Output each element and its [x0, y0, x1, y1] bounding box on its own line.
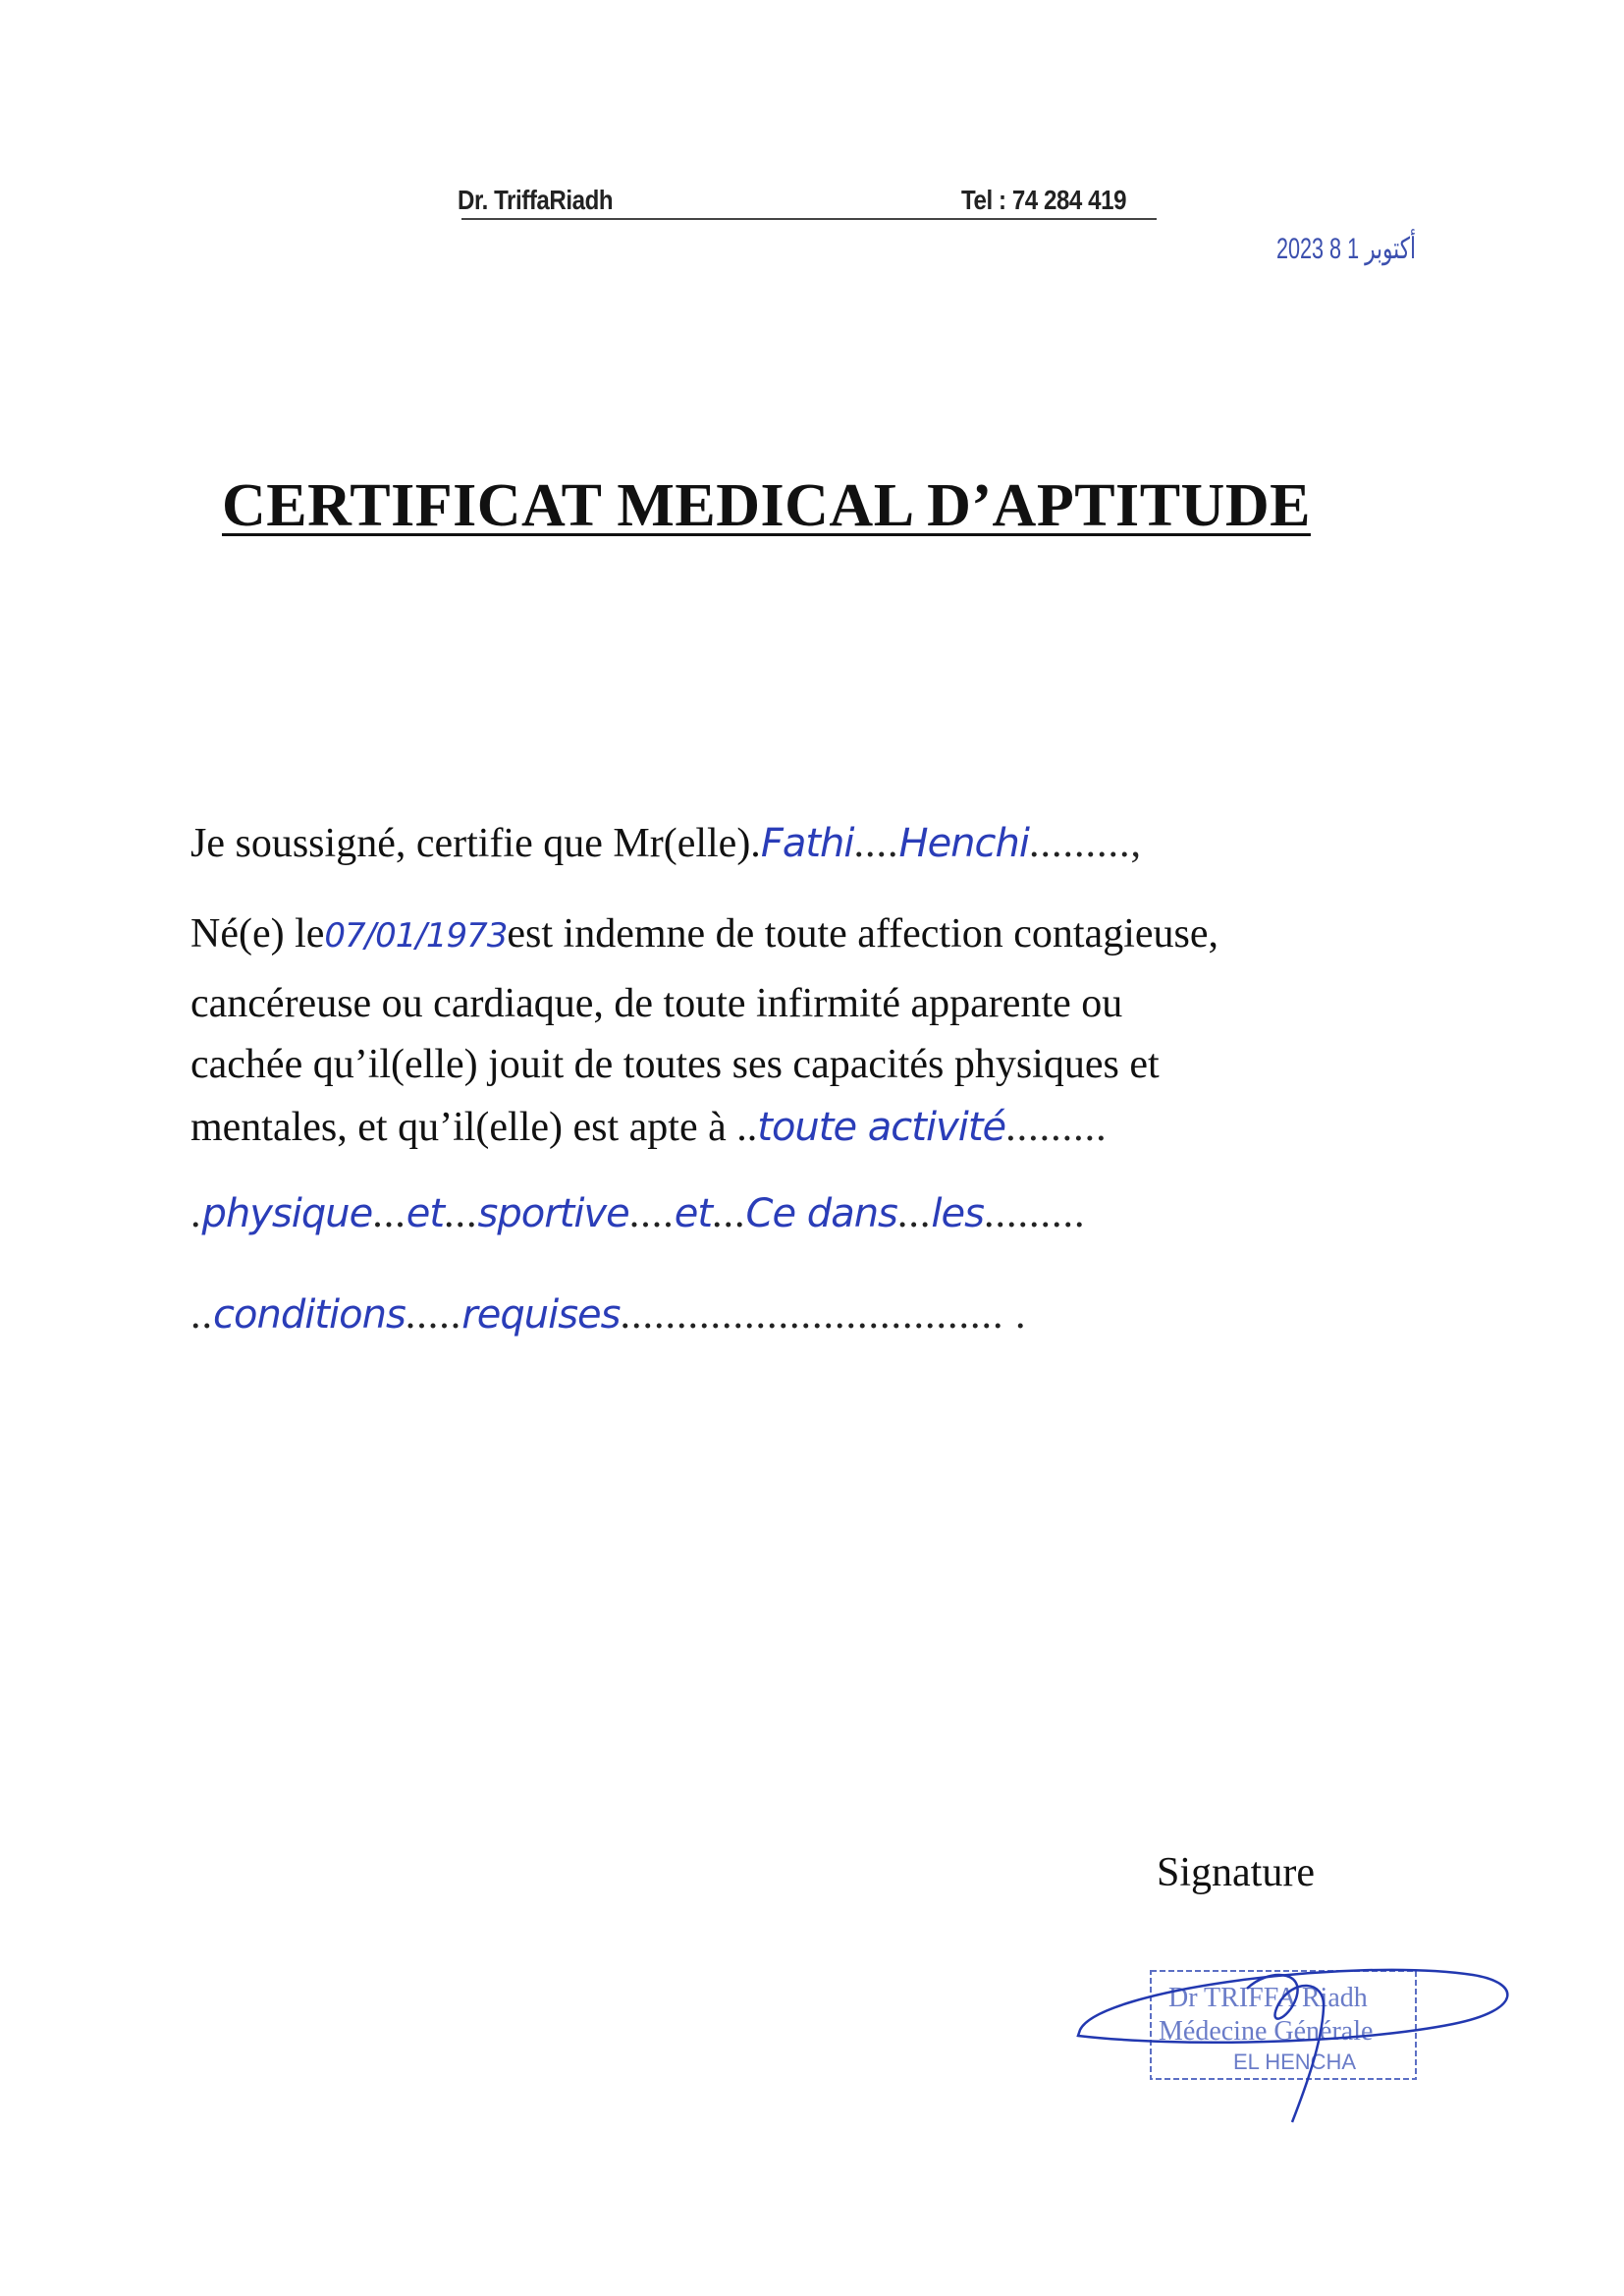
line-text: Je soussigné, certifie que Mr(elle). — [190, 821, 761, 866]
handwritten-first-name: Fathi — [760, 821, 854, 866]
dots: ........., — [1028, 821, 1142, 866]
stamp-text-name: Dr TRIFFA Riadh — [1168, 1983, 1368, 2013]
certificate-line-1 — [190, 823, 1142, 864]
stamp-text-specialty: Médecine Générale — [1159, 2016, 1374, 2047]
line-text: est indemne de toute affection contagieuse, — [507, 911, 1218, 957]
doctor-stamp-and-signature — [1060, 1949, 1532, 2136]
handwritten-birth-date: 07/01/1973 — [324, 916, 508, 956]
dots: .... — [853, 821, 899, 866]
doctor-phone: Tel : 74 284 419 — [961, 185, 1127, 215]
certificate-line-6: .physique...et...sportive....et...Ce dans...les......... — [190, 1191, 1086, 1236]
page-title: CERTIFICAT MEDICAL D’APTITUDE — [222, 472, 1311, 539]
handwritten-aptitude: sportive — [477, 1191, 629, 1236]
handwritten-aptitude: et — [406, 1191, 445, 1236]
handwritten-aptitude: physique — [201, 1191, 373, 1236]
handwritten-aptitude: Ce dans — [745, 1191, 897, 1236]
certificate-line-3: cancéreuse ou cardiaque, de toute infirmité apparente ou — [190, 981, 1123, 1026]
stamp-text-town: EL HENCHA — [1233, 2050, 1357, 2074]
certificate-line-7: ..conditions.....requises.................................. . — [190, 1292, 1027, 1338]
doctor-name: Dr. TriffaRiadh — [458, 185, 614, 215]
certificate-line-2 — [190, 913, 1218, 955]
dots: ......... — [983, 1191, 1086, 1236]
dots: ......... — [1005, 1105, 1108, 1150]
handwritten-aptitude: conditions — [213, 1292, 406, 1338]
header-underline — [461, 218, 1157, 220]
handwritten-aptitude: requises — [461, 1292, 621, 1338]
handwritten-aptitude: les — [931, 1191, 984, 1236]
line-text: mentales, et qu’il(elle) est apte à .. — [190, 1105, 758, 1150]
line-text: Né(e) le — [190, 911, 325, 957]
handwritten-aptitude: et — [674, 1191, 713, 1236]
certificate-line-4: cachée qu’il(elle) jouit de toutes ses capacités physiques et — [190, 1042, 1160, 1087]
date-stamp: 2023 أكتوبر 1 8 — [1276, 233, 1416, 265]
handwritten-aptitude: toute activité — [757, 1105, 1006, 1150]
dots: .................................. . — [620, 1292, 1027, 1338]
signature-label: Signature — [1157, 1850, 1315, 1895]
handwritten-last-name: Henchi — [898, 821, 1029, 866]
certificate-line-5 — [190, 1107, 1108, 1148]
